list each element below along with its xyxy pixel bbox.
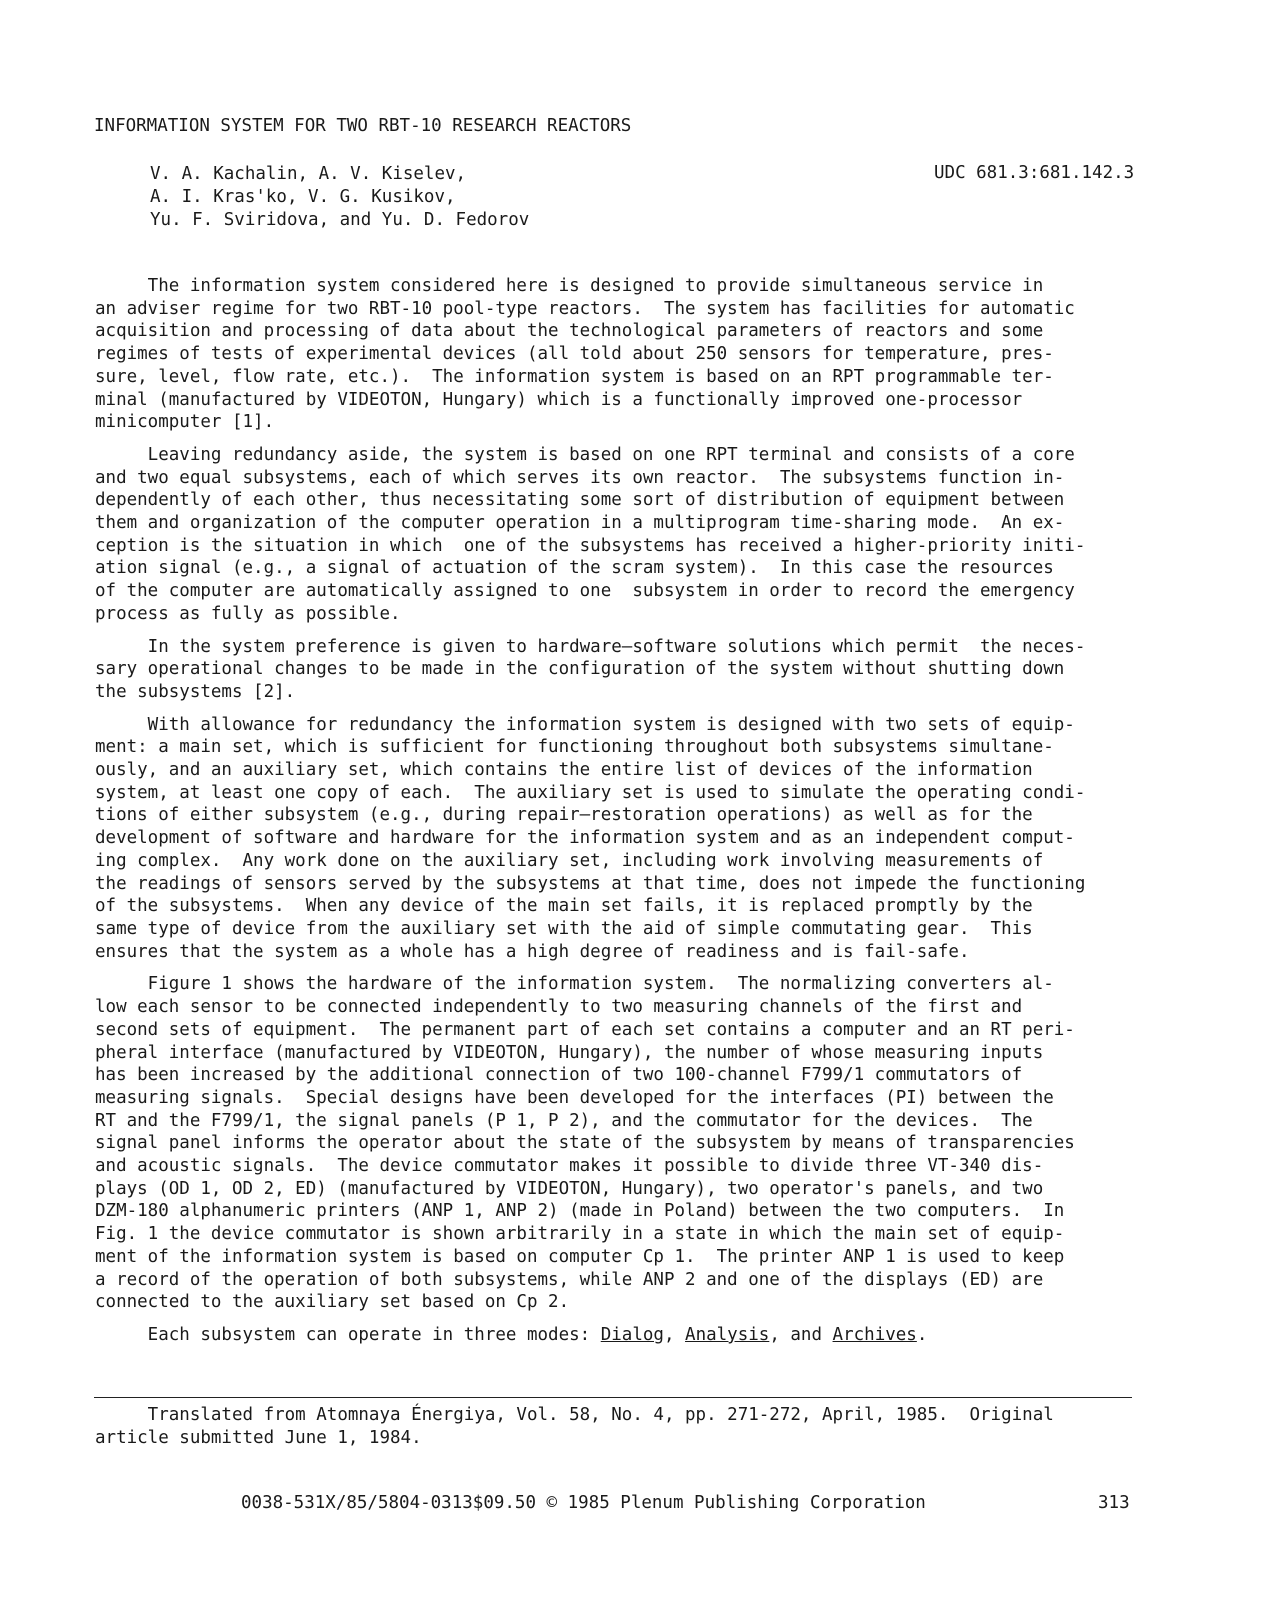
footnote-rule <box>94 1397 1132 1398</box>
text-line: sure, level, flow rate, etc.). The information system is based on an RPT programmable ter- <box>95 366 1054 387</box>
page-number: 313 <box>1098 1493 1130 1513</box>
text-line: same type of device from the auxiliary set with the aid of simple commutating gear. This <box>95 918 1033 939</box>
translation-footnote <box>95 1404 1054 1449</box>
mode-analysis: Analysis <box>685 1324 770 1345</box>
text-line: The information system considered here is designed to provide simultaneous service in <box>95 276 1044 296</box>
footnote-line: article submitted June 1, 1984. <box>95 1427 422 1448</box>
text-line: measuring signals. Special designs have been developed for the interfaces (PI) between the <box>95 1087 1054 1108</box>
text-line: Leaving redundancy aside, the system is based on one RPT terminal and consists of a core <box>95 444 1075 465</box>
article-body <box>95 275 1155 1357</box>
text-line: and two equal subsystems, each of which serves its own reactor. The subsystems function in- <box>95 467 1065 488</box>
mode-archives: Archives <box>832 1324 917 1345</box>
paragraph-preference <box>95 636 1155 704</box>
text-line: system, at least one copy of each. The auxiliary set is used to simulate the operating condi- <box>95 782 1086 803</box>
text-line: an adviser regime for two RBT-10 pool-type reactors. The system has facilities for automatic <box>95 298 1075 319</box>
text-line: ously, and an auxiliary set, which contains the entire list of devices of the information <box>95 760 1033 781</box>
author-line: Yu. F. Sviridova, and Yu. D. Fedorov <box>150 210 530 230</box>
text-line: them and organization of the computer operation in a multiprogram time-sharing mode. An ex- <box>95 513 1065 534</box>
text-line: and acoustic signals. The device commutator makes it possible to divide three VT-340 dis- <box>95 1156 1044 1177</box>
text-line: pheral interface (manufactured by VIDEOTON, Hungary), the number of whose measuring inputs <box>95 1042 1044 1063</box>
text-line: sary operational changes to be made in the configuration of the system without shutting down <box>95 659 1065 680</box>
text-line: the readings of sensors served by the subsystems at that time, does not impede the functioning <box>95 873 1086 894</box>
text-line: In the system preference is given to hardware—software solutions which permit the neces- <box>95 636 1086 657</box>
text-line: tions of either subsystem (e.g., during repair—restoration operations) as well as for the <box>95 805 1033 826</box>
author-line: V. A. Kachalin, A. V. Kiselev, <box>150 164 467 184</box>
text-line: of the subsystems. When any device of the main set fails, it is replaced promptly by the <box>95 896 1033 917</box>
modes-line <box>95 1324 1155 1347</box>
text-line: process as fully as possible. <box>95 603 401 624</box>
text-line: ment: a main set, which is sufficient for functioning throughout both subsystems simultane- <box>95 737 1054 758</box>
text-line: RT and the F799/1, the signal panels (P 1, P 2), and the commutator for the devices. The <box>95 1110 1033 1131</box>
text-line: of the computer are automatically assigned to one subsystem in order to record the emergency <box>95 581 1075 602</box>
text-line: ing complex. Any work done on the auxiliary set, including work involving measurements of <box>95 850 1044 871</box>
modes-separator: , <box>663 1324 686 1345</box>
text-line: a record of the operation of both subsystems, while ANP 2 and one of the displays (ED) are <box>95 1269 1044 1290</box>
text-line: With allowance for redundancy the information system is designed with two sets of equip- <box>95 714 1075 735</box>
paragraph-hardware <box>95 973 1155 1314</box>
paragraph-modes <box>95 1324 1155 1347</box>
modes-lead: Each subsystem can operate in three modes: <box>95 1324 601 1345</box>
text-line: ment of the information system is based on computer Cp 1. The printer ANP 1 is used to keep <box>95 1246 1065 1267</box>
author-list <box>150 163 529 232</box>
text-line: minicomputer [1]. <box>95 412 275 433</box>
text-line: Figure 1 shows the hardware of the information system. The normalizing converters al- <box>95 974 1054 995</box>
text-line: the subsystems [2]. <box>95 681 296 702</box>
text-line: has been increased by the additional connection of two 100-channel F799/1 commutators of <box>95 1065 1023 1086</box>
author-line: A. I. Kras'ko, V. G. Kusikov, <box>150 187 456 207</box>
text-line: ensures that the system as a whole has a high degree of readiness and is fail-safe. <box>95 941 970 962</box>
paragraph-equipment-sets <box>95 714 1155 964</box>
text-line: dependently of each other, thus necessitating some sort of distribution of equipment between <box>95 490 1065 511</box>
article-title: INFORMATION SYSTEM FOR TWO RBT-10 RESEARCH REACTORS <box>94 116 632 136</box>
text-line: low each sensor to be connected independently to two measuring channels of the first and <box>95 997 1023 1018</box>
paragraph-intro <box>95 275 1155 434</box>
modes-separator: , and <box>769 1324 833 1345</box>
text-line: development of software and hardware for the information system and as an independent comput- <box>95 828 1075 849</box>
text-line: signal panel informs the operator about the state of the subsystem by means of transparencies <box>95 1133 1075 1154</box>
text-line: connected to the auxiliary set based on Cp 2. <box>95 1292 570 1313</box>
text-line: DZM-180 alphanumeric printers (ANP 1, ANP 2) (made in Poland) between the two computers. In <box>95 1201 1065 1222</box>
paragraph-redundancy <box>95 444 1155 626</box>
udc-code: UDC 681.3:681.142.3 <box>934 163 1135 183</box>
modes-end: . <box>916 1324 928 1345</box>
text-line: acquisition and processing of data about the technological parameters of reactors and some <box>95 321 1044 342</box>
text-line: ception is the situation in which one of the subsystems has received a higher-priority initi- <box>95 535 1086 556</box>
text-line: plays (OD 1, OD 2, ED) (manufactured by VIDEOTON, Hungary), two operator's panels, and two <box>95 1178 1044 1199</box>
text-line: minal (manufactured by VIDEOTON, Hungary) which is a functionally improved one-processor <box>95 389 1023 410</box>
text-line: second sets of equipment. The permanent part of each set contains a computer and an RT peri- <box>95 1019 1075 1040</box>
text-line: regimes of tests of experimental devices (all told about 250 sensors for temperature, pres- <box>95 344 1054 365</box>
footnote-line: Translated from Atomnaya Énergiya, Vol. 58, No. 4, pp. 271-272, April, 1985. Original <box>95 1405 1054 1425</box>
text-line: Fig. 1 the device commutator is shown arbitrarily in a state in which the main set of equip- <box>95 1224 1065 1245</box>
publication-code: 0038-531X/85/5804-0313$09.50 © 1985 Plenum Publishing Corporation <box>241 1493 926 1513</box>
text-line: ation signal (e.g., a signal of actuation of the scram system). In this case the resources <box>95 558 1054 579</box>
mode-dialog: Dialog <box>600 1324 664 1345</box>
